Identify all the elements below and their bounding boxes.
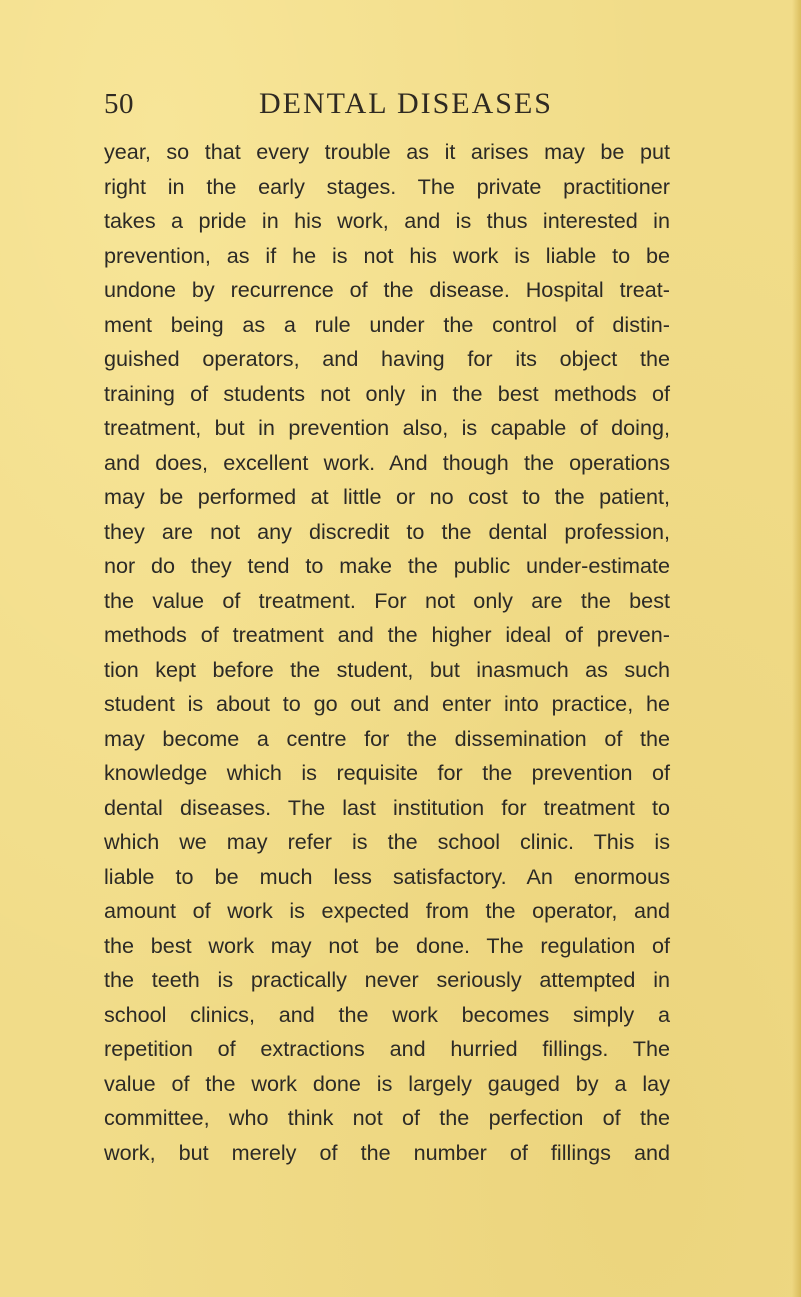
text-line: undone by recurrence of the disease. Hospital treat- xyxy=(104,277,670,302)
text-line: year, so that every trouble as it arises may be put xyxy=(104,139,670,164)
text-line: methods of treatment and the higher ideal of preven- xyxy=(104,622,670,647)
text-line: work, but merely of the number of fillings and xyxy=(104,1139,670,1165)
text-line: the value of treatment. For not only are the best xyxy=(104,587,670,613)
text-line: the teeth is practically never seriously attempted in xyxy=(104,967,670,992)
text-line: committee, who think not of the perfection of the xyxy=(104,1105,670,1130)
running-head-title: DENTAL DISEASES xyxy=(259,87,553,120)
text-line: ment being as a rule under the control of distin- xyxy=(104,311,670,337)
text-line: right in the early stages. The private practitioner xyxy=(104,173,670,199)
text-line: may become a centre for the dissemination of the xyxy=(104,725,670,751)
text-line: repetition of extractions and hurried fillings. The xyxy=(104,1036,670,1061)
running-head xyxy=(104,84,664,124)
text-line: liable to be much less satisfactory. An enormous xyxy=(104,863,670,889)
text-line: the best work may not be done. The regulation of xyxy=(104,932,670,958)
text-line: knowledge which is requisite for the prevention of xyxy=(104,760,670,785)
text-line: and does, excellent work. And though the operations xyxy=(104,449,670,475)
page-edge-shadow xyxy=(792,0,801,1297)
text-line: guished operators, and having for its object the xyxy=(104,346,670,371)
text-line: which we may refer is the school clinic. This is xyxy=(104,829,670,854)
text-line: they are not any discredit to the dental profession, xyxy=(104,518,670,544)
text-line: nor do they tend to make the public under-estimate xyxy=(104,553,670,578)
text-line: treatment, but in prevention also, is capable of doing, xyxy=(104,415,670,440)
text-line: dental diseases. The last institution for treatment to xyxy=(104,794,670,820)
text-line: tion kept before the student, but inasmuch as such xyxy=(104,656,670,682)
body-text xyxy=(104,135,670,1170)
page-number: 50 xyxy=(104,88,134,120)
text-line: takes a pride in his work, and is thus interested in xyxy=(104,208,670,233)
text-line: amount of work is expected from the operator, and xyxy=(104,898,670,923)
text-line: student is about to go out and enter into practice, he xyxy=(104,691,670,716)
text-line: school clinics, and the work becomes simply a xyxy=(104,1001,670,1027)
text-line: training of students not only in the best methods of xyxy=(104,380,670,406)
text-line: value of the work done is largely gauged by a lay xyxy=(104,1070,670,1096)
text-line: prevention, as if he is not his work is liable to be xyxy=(104,242,670,268)
text-line: may be performed at little or no cost to the patient, xyxy=(104,484,670,509)
